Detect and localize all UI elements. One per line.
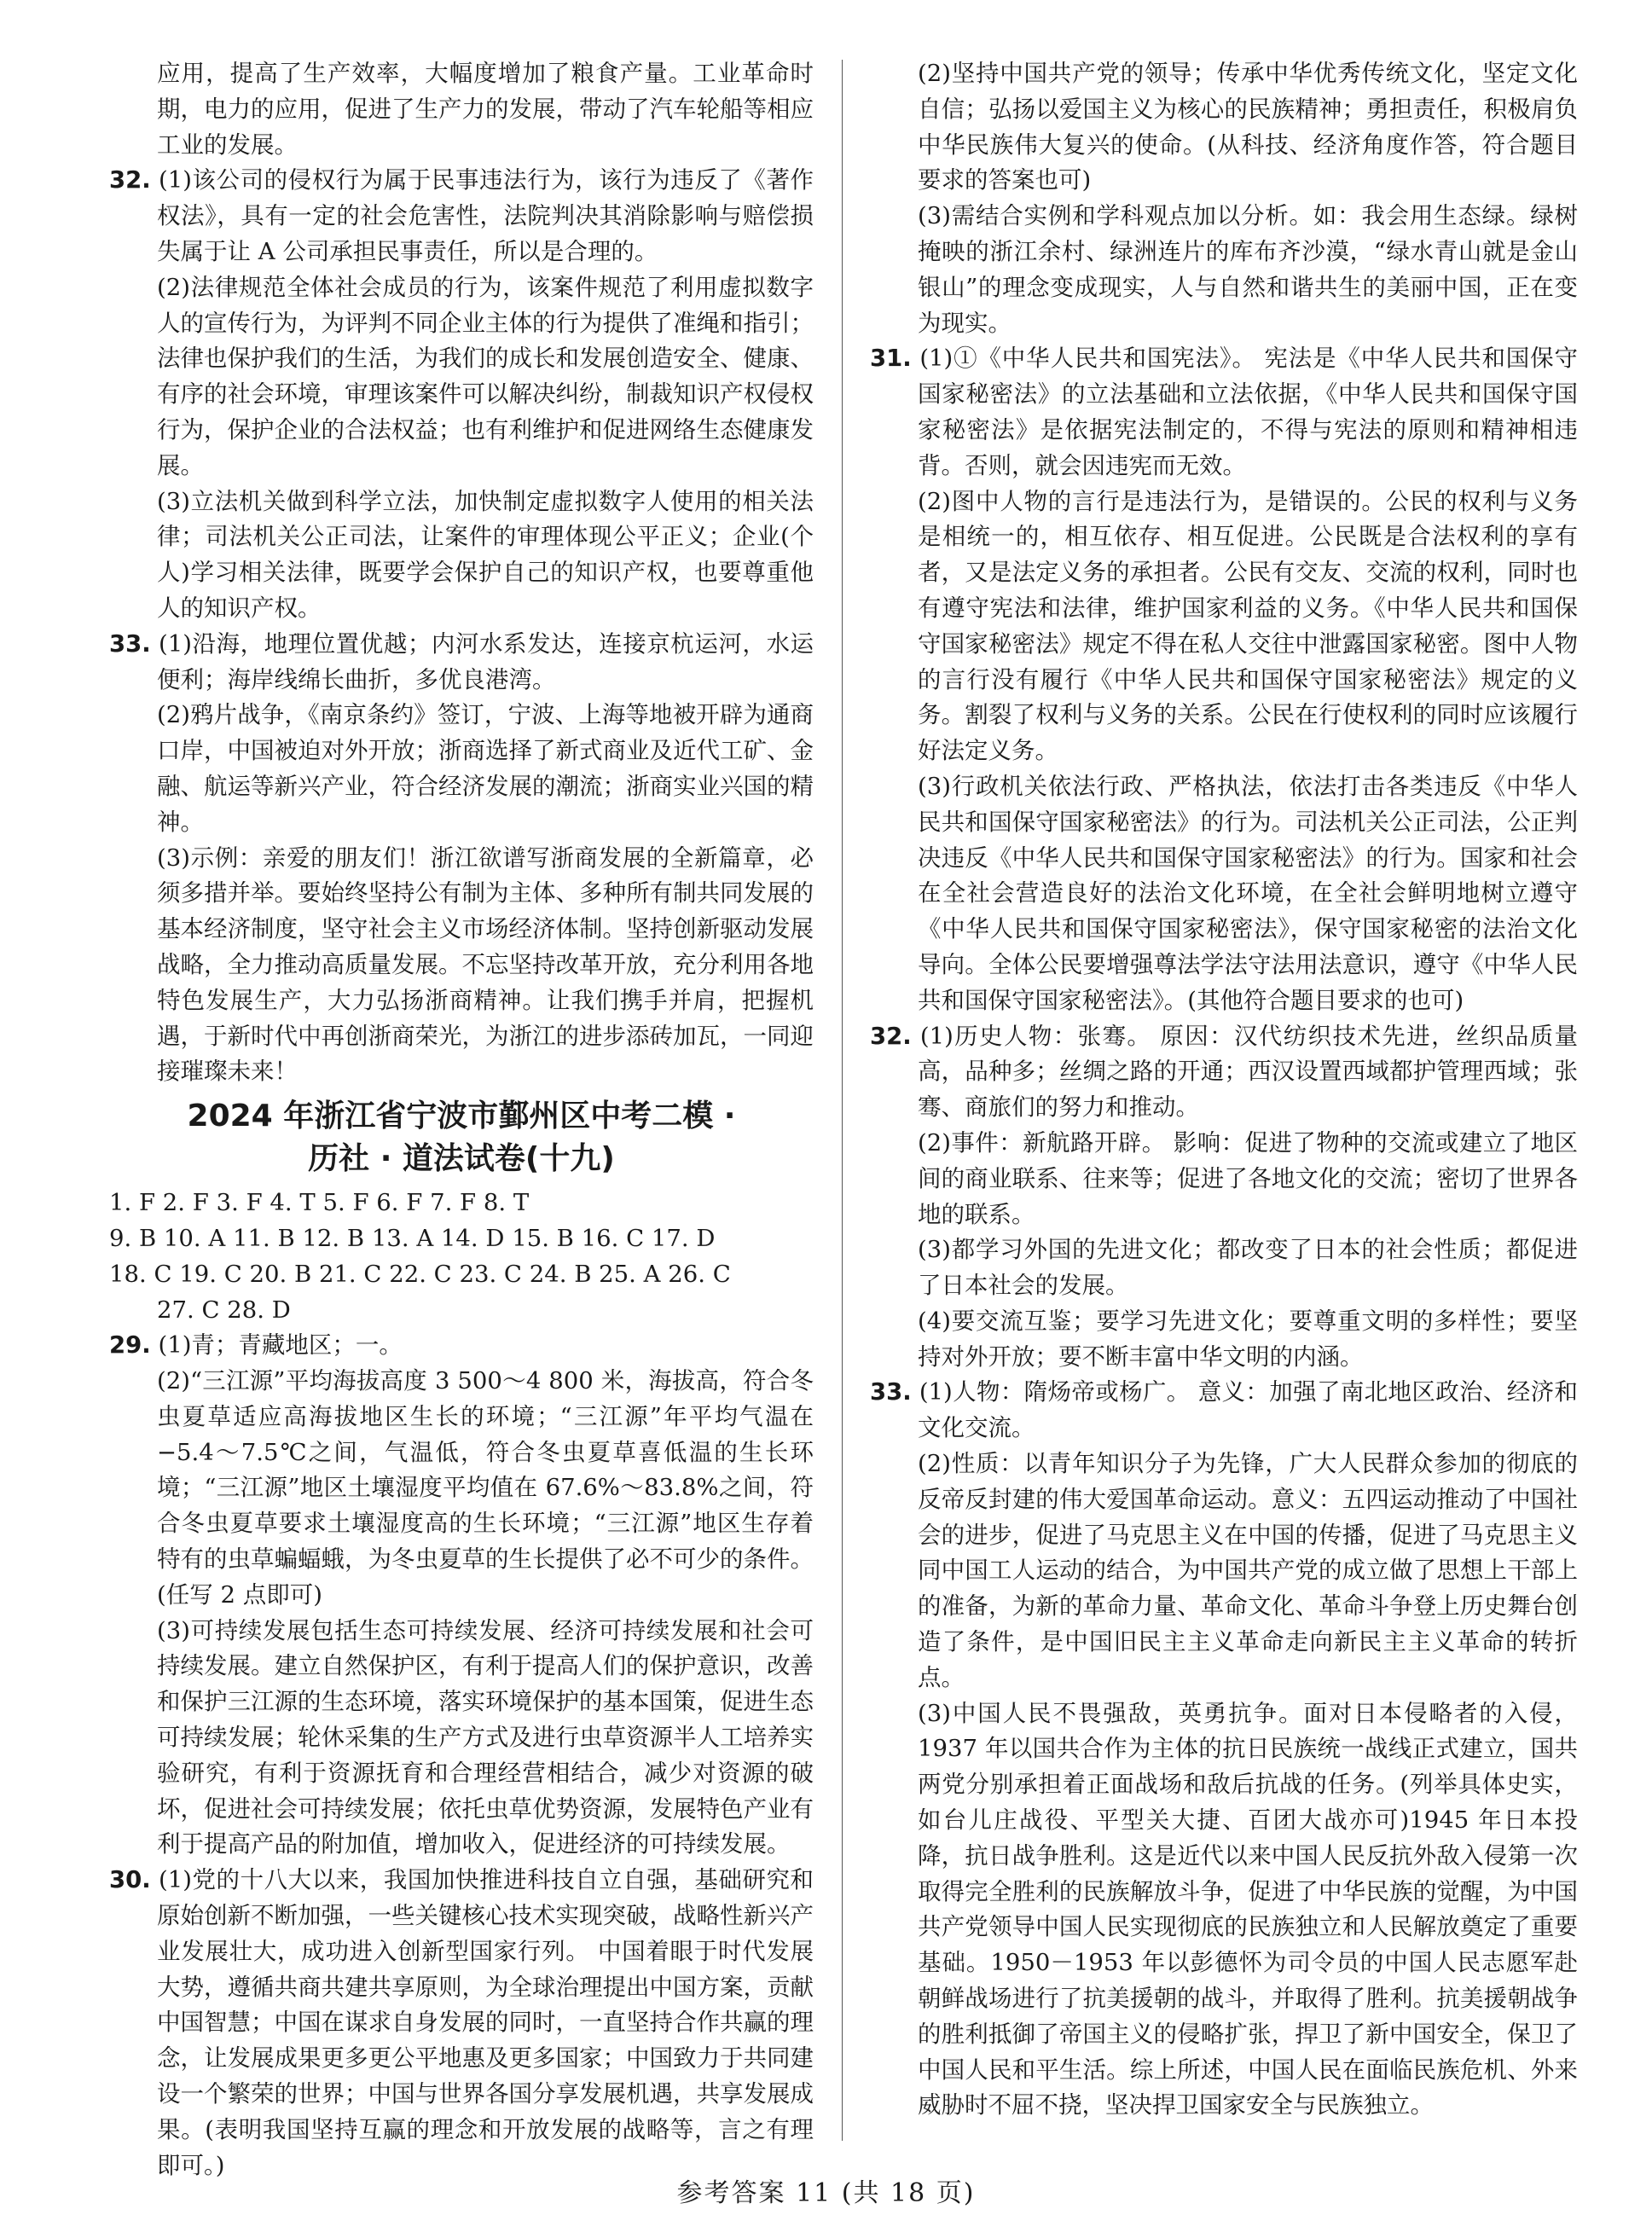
answer-30-part-2: (2)坚持中国共产党的领导；传承中华优秀传统文化，坚定文化自信；弘扬以爱国主义为核心的民族精神；勇担责任，积极肩负中华民族伟大复兴的使命。(从科技、经济角度作答，符合题目要求的答案也可)	[918, 60, 1578, 194]
answer-31-part-2: (2)图中人物的言行是违法行为，是错误的。公民的权利与义务是相统一的，相互依存、相互促进。公民既是合法权利的享有者，又是法定义务的承担者。公民有交友、交流的权利，同时也有遵守宪法和法律，维护国家利益的义务。《中华人民共和国保守国家秘密法》规定不得在私人交往中泄露国家秘密。图中人物的言行没有履行《中华人民共和国保守国家秘密法》规定的义务。割裂了权利与义务的关系。公民在行使权利的同时应该履行好法定义务。	[918, 487, 1578, 765]
left-column	[109, 56, 814, 2183]
choice-answers-row-1: 1. F 2. F 3. F 4. T 5. F 6. F 7. F 8. T	[109, 1189, 530, 1217]
question-number: 30.	[109, 1866, 151, 1894]
answer-32b-part-4: (4)要交流互鉴；要学习先进文化；要尊重文明的多样性；要坚持对外开放；要不断丰富中华文明的内涵。	[918, 1307, 1578, 1371]
answer-29-part-2: (2)“三江源”平均海拔高度 3 500～4 800 米，海拔高，符合冬虫夏草适应高海拔地区生长的环境；“三江源”年平均气温在 −5.4～7.5℃之间，气温低，符合冬虫夏草喜低温的生长环境；“三江源”地区土壤湿度平均值在 67.6%～83.8%之间，符合冬虫夏草要求土壤湿度高的生长环境；“三江源”地区生存着特有的虫草蝙蝠蛾，为冬虫夏草的生长提供了必不可少的条件。(任写 2 点即可)	[157, 1367, 814, 1609]
answer-32b-part-1: 32. (1)历史人物：张骞。 原因：汉代纺织技术先进，丝织品质量高，品种多；丝绸之路的开通；西汉设置西域都护管理西域；张骞、商旅们的努力和推动。	[870, 1022, 1578, 1122]
answer-33-part-3: (3)示例：亲爱的朋友们！浙江欲谱写浙商发展的全新篇章，必须多措并举。要始终坚持公有制为主体、多种所有制共同发展的基本经济制度，坚守社会主义市场经济体制。坚持创新驱动发展战略，全力推动高质量发展。不忘坚持改革开放，充分利用各地特色发展生产，大力弘扬浙商精神。让我们携手并肩，把握机遇，于新时代中再创浙商荣光，为浙江的进步添砖加瓦，一同迎接璀璨未来！	[157, 844, 814, 1086]
question-number: 32.	[109, 166, 151, 194]
answer-29-part-1: 29. (1)青；青藏地区；一。	[109, 1331, 403, 1360]
answer-33b-part-1: 33. (1)人物：隋炀帝或杨广。 意义：加强了南北地区政治、经济和文化交流。	[870, 1378, 1578, 1442]
answer-32b-part-2: (2)事件：新航路开辟。 影响：促进了物种的交流或建立了地区间的商业联系、往来等；促进了各地文化的交流；密切了世界各地的联系。	[918, 1128, 1578, 1228]
column-divider	[842, 60, 843, 2141]
question-number: 32.	[870, 1022, 912, 1050]
question-number: 29.	[109, 1331, 151, 1360]
right-column	[870, 56, 1578, 2124]
answer-29-part-3: (3)可持续发展包括生态可持续发展、经济可持续发展和社会可持续发展。建立自然保护区，有利于提高人们的保护意识，改善和保护三江源的生态环境，落实环境保护的基本国策，促进生态可持续发展；轮休采集的生产方式及进行虫草资源半人工培养实验研究，有利于资源抚育和合理经营相结合，减少对资源的破坏，促进社会可持续发展；依托虫草优势资源，发展特色产业有利于提高产品的附加值，增加收入，促进经济的可持续发展。	[157, 1616, 814, 1858]
answer-32b-part-3: (3)都学习外国的先进文化；都改变了日本的社会性质；都促进了日本社会的发展。	[918, 1236, 1578, 1300]
section-title-line-2: 历社 · 道法试卷(十九)	[308, 1141, 615, 1177]
choice-answers-row-2: 9. B 10. A 11. B 12. B 13. A 14. D 15. B 16. C 17. D	[109, 1224, 716, 1252]
answer-33-part-1: 33. (1)沿海，地理位置优越；内河水系发达，连接京杭运河，水运便利；海岸线绵长曲折，多优良港湾。	[109, 629, 814, 693]
choice-answers-row-4: 27. C 28. D	[157, 1296, 291, 1324]
question-number: 33.	[109, 629, 151, 658]
answer-33b-part-2: (2)性质：以青年知识分子为先锋，广大人民群众参加的彻底的反帝反封建的伟大爱国革命运动。意义：五四运动推动了中国社会的进步，促进了马克思主义在中国的传播，促进了马克思主义同中国工人运动的结合，为中国共产党的成立做了思想上干部上的准备，为新的革命力量、革命文化、革命斗争登上历史舞台创造了条件，是中国旧民主主义革命走向新民主主义革命的转折点。	[918, 1450, 1578, 1691]
answer-30-part-3: (3)需结合实例和学科观点加以分析。如：我会用生态绿。绿树掩映的浙江余村、绿洲连片的库布齐沙漠，“绿水青山就是金山银山”的理念变成现实，人与自然和谐共生的美丽中国，正在变为现实。	[918, 202, 1578, 337]
choice-answers-row-3: 18. C 19. C 20. B 21. C 22. C 23. C 24. B 25. A 26. C	[109, 1260, 731, 1288]
section-title-line-1: 2024 年浙江省宁波市鄞州区中考二模 ·	[187, 1099, 736, 1134]
answer-33b-part-3: (3)中国人民不畏强敌，英勇抗争。面对日本侵略者的入侵，1937 年以国共合作为主体的抗日民族统一战线正式建立，国共两党分别承担着正面战场和敌后抗战的任务。(列举具体史实，如台儿庄战役、平型关大捷、百团大战亦可)1945 年日本投降，抗日战争胜利。这是近代以来中国人民反抗外敌入侵第一次取得完全胜利的民族解放斗争，促进了中华民族的觉醒，为中国共产党领导中国人民实现彻底的民族独立和人民解放奠定了重要基础。1950－1953 年以彭德怀为司令员的中国人民志愿军赴朝鲜战场进行了抗美援朝的战斗，并取得了胜利。抗美援朝战争的胜利抵御了帝国主义的侵略扩张，捍卫了新中国安全，保卫了中国人民和平生活。综上所述，中国人民在面临民族危机、外来威胁时不屈不挠，坚决捍卫国家安全与民族独立。	[918, 1699, 1578, 2119]
answer-31-part-3: (3)行政机关依法行政、严格执法，依法打击各类违反《中华人民共和国保守国家秘密法》的行为。司法机关公正司法，公正判决违反《中华人民共和国保守国家秘密法》的行为。国家和社会在全社会营造良好的法治文化环境，在全社会鲜明地树立遵守《中华人民共和国保守国家秘密法》，保守国家秘密的法治文化导向。全体公民要增强尊法学法守法用法意识，遵守《中华人民共和国保守国家秘密法》。(其他符合题目要求的也可)	[918, 772, 1578, 1014]
question-number: 33.	[870, 1378, 912, 1406]
answer-30-part-1: 30. (1)党的十八大以来，我国加快推进科技自立自强，基础研究和原始创新不断加强，一些关键核心技术实现突破，战略性新兴产业发展壮大，成功进入创新型国家行列。 中国着眼于时代发展大势，遵循共商共建共享原则，为全球治理提出中国方案，贡献中国智慧；中国在谋求自身发展的同时，一直坚持合作共赢的理念，让发展成果更多更公平地惠及更多国家；中国致力于共同建设一个繁荣的世界；中国与世界各国分享发展机遇，共享发展成果。(表明我国坚持互赢的理念和开放发展的战略等，言之有理即可。)	[109, 1866, 814, 2179]
answer-continuation: 应用，提高了生产效率，大幅度增加了粮食产量。工业革命时期，电力的应用，促进了生产力的发展，带动了汽车轮船等相应工业的发展。	[157, 60, 814, 159]
answer-31-part-1: 31. (1)①《中华人民共和国宪法》。 宪法是《中华人民共和国保守国家秘密法》的立法基础和立法依据，《中华人民共和国保守国家秘密法》是依据宪法制定的，不得与宪法的原则和精神相违背。否则，就会因违宪而无效。	[870, 345, 1578, 479]
page-footer: 参考答案 11 (共 18 页)	[676, 2178, 976, 2208]
answer-33-part-2: (2)鸦片战争，《南京条约》签订，宁波、上海等地被开辟为通商口岸，中国被迫对外开放；浙商选择了新式商业及近代工矿、金融、航运等新兴产业，符合经济发展的潮流；浙商实业兴国的精神。	[157, 701, 814, 836]
question-number: 31.	[870, 345, 912, 373]
answer-32-part-3: (3)立法机关做到科学立法，加快制定虚拟数字人使用的相关法律；司法机关公正司法，让案件的审理体现公平正义；企业(个人)学习相关法律，既要学会保护自己的知识产权，也要尊重他人的知识产权。	[157, 487, 814, 622]
answer-32-part-2: (2)法律规范全体社会成员的行为，该案件规范了利用虚拟数字人的宣传行为，为评判不同企业主体的行为提供了准绳和指引；法律也保护我们的生活，为我们的成长和发展创造安全、健康、有序的社会环境，审理该案件可以解决纠纷，制裁知识产权侵权行为，保护企业的合法权益；也有利维护和促进网络生态健康发展。	[157, 273, 814, 479]
answer-32-part-1: 32. (1)该公司的侵权行为属于民事违法行为，该行为违反了《著作权法》，具有一定的社会危害性，法院判决其消除影响与赔偿损失属于让 A 公司承担民事责任，所以是合理的。	[109, 166, 814, 265]
